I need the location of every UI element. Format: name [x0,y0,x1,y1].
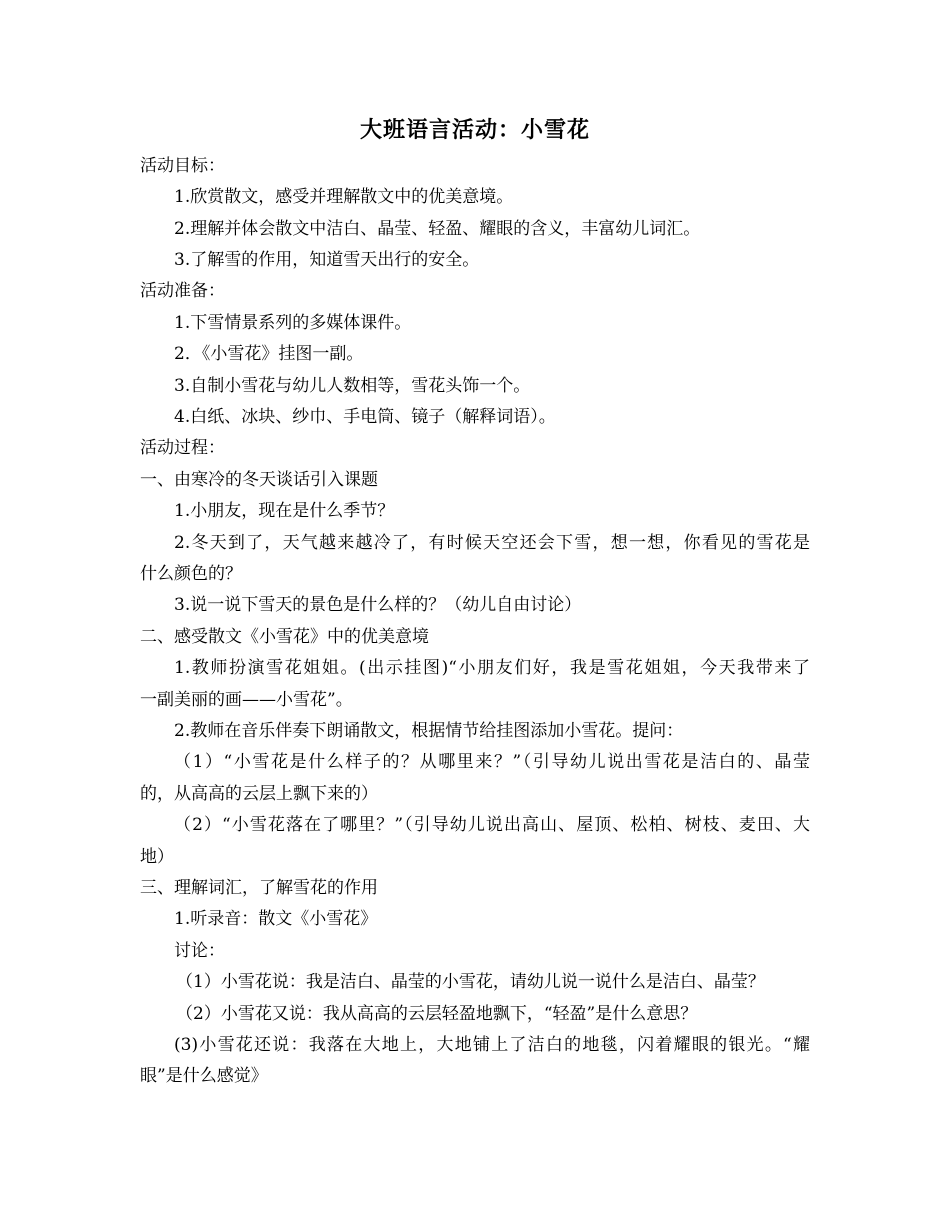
list-item: 1.欣赏散文，感受并理解散文中的优美意境。 [174,187,514,207]
paragraph-line: 地） [140,847,174,867]
list-item: 1.听录音：散文《小雪花》 [174,909,378,929]
list-item: 1.小朋友，现在是什么季节？ [174,501,395,521]
list-item: （1）小雪花说：我是洁白、晶莹的小雪花，请幼儿说一说什么是洁白、晶莹？ [176,972,765,992]
document-title: 大班语言活动：小雪花 [359,118,590,143]
paragraph-line: 眼”是什么感觉》 [140,1066,268,1086]
paragraph-line: （2）“小雪花落在了哪里？”（引导幼儿说出高山、屋顶、松柏、树枝、麦田、大 [174,815,810,835]
paragraph-line: 什么颜色的？ [140,564,242,584]
list-item: 2.教师在音乐伴奏下朗诵散文，根据情节给挂图添加小雪花。提问： [174,721,684,741]
paragraph-line: 1.教师扮演雪花姐姐。(出示挂图)“小朋友们好，我是雪花姐姐，今天我带来了 [174,658,810,678]
list-item: 3.说一说下雪天的景色是什么样的？（幼儿自由讨论） [174,595,582,615]
section-heading: 活动目标： [140,156,225,176]
paragraph-line: （1）“小雪花是什么样子的？从哪里来？”（引导幼儿说出雪花是洁白的、晶莹 [174,752,810,772]
paragraph-line: 2.冬天到了，天气越来越冷了，有时候天空还会下雪，想一想，你看见的雪花是 [174,533,810,553]
paragraph-line: 一副美丽的画——小雪花”。 [140,690,353,710]
paragraph-line: 的，从高高的云层上飘下来的） [140,784,378,804]
list-item: 2.理解并体会散文中洁白、晶莹、轻盈、耀眼的含义，丰富幼儿词汇。 [174,219,701,239]
list-item: （2）小雪花又说：我从高高的云层轻盈地飘下，“轻盈”是什么意思？ [176,1004,698,1024]
section-heading: 活动准备： [140,281,225,301]
list-item: 3.自制小雪花与幼儿人数相等，雪花头饰一个。 [174,376,531,396]
list-item: 4.白纸、冰块、纱巾、手电筒、镜子（解释词语）。 [174,407,556,427]
subsection-heading: 三、理解词汇，了解雪花的作用 [140,878,378,898]
paragraph-line: 讨论： [174,941,225,961]
list-item: 1.下雪情景系列的多媒体课件。 [174,313,412,333]
subsection-heading: 二、感受散文《小雪花》中的优美意境 [140,627,429,647]
section-heading: 活动过程： [140,438,225,458]
list-item: 2．《小雪花》挂图一副。 [174,344,364,364]
paragraph-line: (3)小雪花还说：我落在大地上，大地铺上了洁白的地毯，闪着耀眼的银光。“耀 [174,1035,810,1055]
subsection-heading: 一、由寒冷的冬天谈话引入课题 [140,470,378,490]
list-item: 3.了解雪的作用，知道雪天出行的安全。 [174,250,480,270]
